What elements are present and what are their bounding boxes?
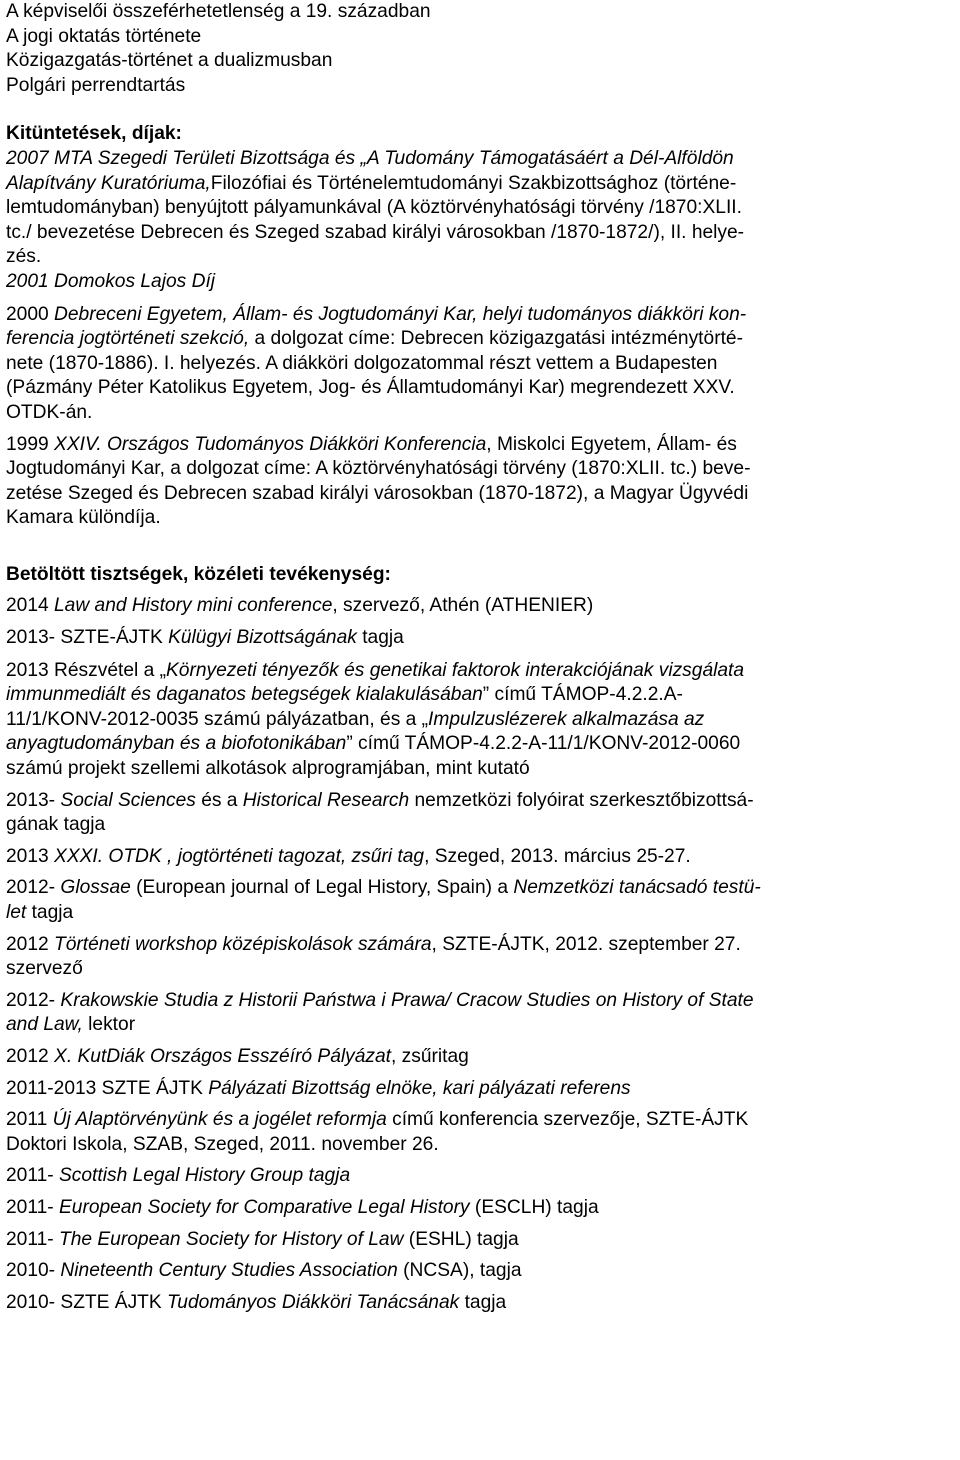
position-item: 2013 Részvétel a „Környezeti tényezők és genetikai faktorok interakciójának vizsgálata immunmediált és daganatos betegségek kialakulásában” című TÁMOP-4.2.2.A- 11/1/KONV-2012-0035 számú pályázatban, és a „Impulzuslézerek alkalmazása az anyagtudományban és a biofotonikában” című TÁMOP-4.2.2-A-11/1/KONV-2012-0060 számú projekt szellemi alkotások alprogramjában, mint kutató	[6, 659, 745, 780]
award-1999-line: 1999 XXIV. Országos Tudományos Diákköri Konferencia, Miskolci Egyetem, Állam- és	[6, 433, 737, 455]
award-2007-line: zés.	[6, 246, 42, 268]
award-2000-line: nete (1870-1886). I. helyezés. A diákköri dolgozatommal részt vettem a Budapesten	[6, 352, 718, 374]
spacer	[6, 98, 956, 122]
awards-heading: Kitüntetések, díjak:	[6, 123, 182, 145]
award-1999-line: Kamara különdíja.	[6, 507, 161, 529]
position-item: 2011- The European Society for History of Law (ESHL) tagja	[6, 1228, 519, 1250]
research-area-item: Közigazgatás-történet a dualizmusban	[6, 50, 333, 72]
award-1999-line: Jogtudományi Kar, a dolgozat címe: A köztörvényhatósági törvény (1870:XLII. tc.) beve-	[6, 458, 751, 480]
spacer	[6, 531, 956, 563]
award-1999-line: zetése Szeged és Debrecen szabad királyi városokban (1870-1872), a Magyar Ügyvédi	[6, 482, 749, 504]
position-item: 2013- SZTE-ÁJTK Külügyi Bizottságának tagja	[6, 627, 404, 649]
position-item: 2014 Law and History mini conference, szervező, Athén (ATHENIER)	[6, 595, 594, 617]
award-2000-line: 2000 Debreceni Egyetem, Állam- és Jogtudományi Kar, helyi tudományos diákköri kon-	[6, 303, 747, 325]
awards-section	[6, 122, 956, 531]
position-item: 2012 X. KutDiák Országos Esszéíró Pályázat, zsűritag	[6, 1045, 469, 1067]
position-item: 2012 Történeti workshop középiskolások számára, SZTE-ÁJTK, 2012. szeptember 27. szervező	[6, 933, 741, 980]
award-2000-line: OTDK-án.	[6, 401, 93, 423]
position-item: 2010- SZTE ÁJTK Tudományos Diákköri Tanácsának tagja	[6, 1291, 507, 1313]
award-2000	[6, 303, 956, 426]
position-item: 2013- Social Sciences és a Historical Research nemzetközi folyóirat szerkesztőbizottsá- gának tagja	[6, 789, 754, 836]
position-item: 2010- Nineteenth Century Studies Association (NCSA), tagja	[6, 1260, 522, 1282]
award-2007-line: lemtudományban) benyújtott pályamunkával (A köztörvényhatósági törvény /1870:XLII.	[6, 197, 742, 219]
position-item: 2011 Új Alaptörvényünk és a jogélet reformja című konferencia szervezője, SZTE-ÁJTK Doktori Iskola, SZAB, Szeged, 2011. november 26.	[6, 1109, 749, 1155]
research-area-item: A jogi oktatás története	[6, 25, 202, 47]
award-2007	[6, 147, 956, 270]
position-item: 2011- Scottish Legal History Group tagja	[6, 1165, 351, 1187]
award-1999	[6, 433, 956, 531]
award-2001: 2001 Domokos Lajos Díj	[6, 270, 216, 292]
award-2007-line: 2007 MTA Szegedi Területi Bizottsága és „A Tudomány Támogatásáért a Dél-Alföldön	[6, 147, 734, 169]
position-item: 2011-2013 SZTE ÁJTK Pályázati Bizottság elnöke, kari pályázati referens	[6, 1077, 631, 1099]
position-item: 2012- Glossae (European journal of Legal History, Spain) a Nemzetközi tanácsadó testü- let tagja	[6, 877, 761, 923]
award-2007-line: tc./ bevezetése Debrecen és Szeged szabad királyi városokban /1870-1872/), II. helye-	[6, 221, 745, 243]
position-item: 2013 XXXI. OTDK , jogtörténeti tagozat, zsűri tag, Szeged, 2013. március 25-27.	[6, 845, 691, 867]
positions-section	[6, 563, 956, 1315]
positions-heading: Betöltött tisztségek, közéleti tevékenység:	[6, 563, 391, 585]
research-area-item: Polgári perrendtartás	[6, 74, 186, 96]
award-2000-line: ferencia jogtörténeti szekció, a dolgozat címe: Debrecen közigazgatási intézménytörté-	[6, 328, 743, 350]
research-areas	[6, 0, 956, 98]
position-item: 2012- Krakowskie Studia z Historii Państwa i Prawa/ Cracow Studies on History of State and Law, lektor	[6, 989, 754, 1036]
position-item: 2011- European Society for Comparative Legal History (ESCLH) tagja	[6, 1196, 599, 1218]
award-2007-line: Alapítvány Kuratóriuma,Filozófiai és Történelemtudományi Szakbizottsághoz (történe-	[6, 172, 737, 194]
award-2000-line: (Pázmány Péter Katolikus Egyetem, Jog- és Államtudományi Kar) megrendezett XXV.	[6, 377, 735, 399]
research-area-item: A képviselői összeférhetetlenség a 19. században	[6, 1, 431, 22]
